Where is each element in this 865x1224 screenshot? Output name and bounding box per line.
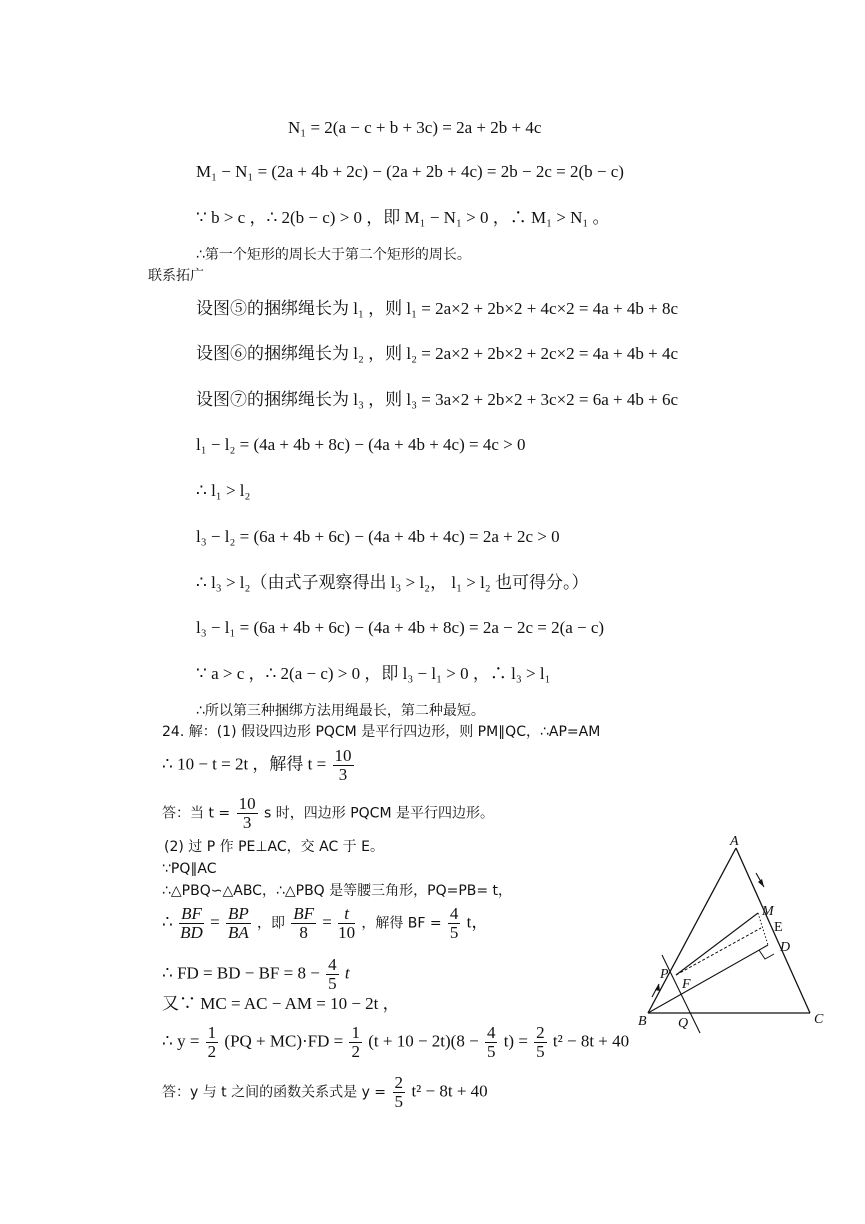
answer-part1-post: s 时，四边形 PQCM 是平行四边形。: [264, 805, 494, 822]
label-e: E: [774, 920, 783, 935]
section-title: 联系拓广: [148, 268, 204, 284]
diff-l3-l2: l₃ − l₂ = (6a + 4b + 6c) − (4a + 4b + 4c) = 2a + 2c > 0: [196, 527, 560, 546]
l3-definition: 设图⑦的捆绑绳长为 l₃ ，则 l₃ = 3a×2 + 2b×2 + 3c×2 = 6a + 4b + 6c: [196, 390, 679, 409]
result-l1-gt-l2: ∴ l₁ > l₂: [196, 481, 251, 500]
fraction-denominator: 2: [207, 1042, 217, 1061]
conclusion-perimeter: ∴第一个矩形的周长大于第二个矩形的周长。: [196, 247, 471, 263]
fd-pre: ∴ FD = BD − BF = 8 −: [162, 963, 320, 983]
fraction-numerator: BP: [227, 904, 249, 923]
diff-l3-l1: l₃ − l₁ = (6a + 4b + 6c) − (4a + 4b + 8c) = 2a − 2c = 2(a − c): [196, 618, 605, 637]
fraction-denominator: 5: [394, 1092, 403, 1111]
fraction-4-5-fd: [326, 956, 339, 993]
fraction-numerator: 4: [449, 904, 459, 923]
fraction-t-10: [338, 905, 355, 942]
similar-triangles: ∴△PBQ∽△ABC，∴△PBQ 是等腰三角形，PQ=PB= t，: [162, 883, 513, 899]
q24-equation: [162, 747, 356, 784]
side-ac: [736, 848, 810, 1013]
triangle-figure: [640, 835, 840, 1035]
fraction-bf-8: [291, 905, 316, 942]
l2-definition: 设图⑥的捆绑绳长为 l₂ ，则 l₂ = 2a×2 + 2b×2 + 2c×2 = 4a + 4b + 4c: [196, 344, 679, 363]
eq-because-b-gt-c: ∵ b > c ，∴ 2(b − c) > 0 ，即 M₁ − N₁ > 0 ，∴ M₁ > N₁ 。: [196, 208, 610, 227]
answer-part1: [162, 795, 494, 832]
fraction-denominator: 10: [338, 923, 356, 942]
because-a-gt-c: ∵ a > c ，∴ 2(a − c) > 0 ，即 l₃ − l₁ > 0 ，∴ l₃ > l₁: [196, 664, 551, 683]
fraction-denominator: 5: [536, 1042, 545, 1061]
label-a: A: [730, 834, 739, 849]
fraction-denominator: BA: [227, 923, 249, 942]
y-mid1: (PQ + MC)·FD =: [224, 1031, 344, 1051]
segment-pe-dashed: [676, 928, 761, 975]
fraction-10-3-answer: [237, 795, 258, 832]
result-l3-gt-l2: ∴ l₃ > l₂（由式子观察得出 l₃ > l₂， l₁ > l₂ 也可得分。）: [196, 573, 589, 592]
label-b: B: [638, 1014, 647, 1029]
ratio-mid: ，即: [256, 915, 285, 932]
fraction-4-5-y: [485, 1024, 498, 1061]
fd-line: [162, 956, 350, 993]
l1-definition: 设图⑤的捆绑绳长为 l₁ ，则 l₁ = 2a×2 + 2b×2 + 4c×2 = 4a + 4b + 8c: [196, 299, 679, 318]
ratio-eq: =: [210, 912, 220, 932]
fraction-numerator: t: [338, 905, 355, 924]
fd-post: t: [344, 963, 350, 983]
mc-line: 又∵ MC = AC − AM = 10 − 2t ，: [162, 994, 400, 1013]
q24-part2: (2) 过 P 作 PE⊥AC，交 AC 于 E。: [164, 839, 384, 855]
fraction-numerator: BF: [181, 904, 202, 923]
fraction-numerator: 10: [238, 794, 256, 813]
y-mid2: (t + 10 − 2t)(8 −: [368, 1031, 479, 1051]
right-angle-mark: [759, 950, 774, 959]
fraction-numerator: 2: [394, 1073, 403, 1092]
fraction-2-5-final: [393, 1074, 406, 1111]
eq-m1-minus-n1: M₁ − N₁ = (2a + 4b + 2c) − (2a + 2b + 4c) = 2b − 2c = 2(b − c): [196, 162, 624, 181]
q24-part1: 24. 解：(1) 假设四边形 PQCM 是平行四边形，则 PM∥QC，∴AP=AM: [162, 724, 601, 740]
segment-pm: [676, 913, 758, 975]
conclusion-rope: ∴所以第三种捆绑方法用绳最长，第二种最短。: [196, 703, 485, 719]
fraction-1-2: [206, 1024, 219, 1061]
final-answer: [162, 1074, 488, 1111]
label-m: M: [762, 904, 774, 919]
fraction-4-5: [448, 905, 461, 942]
fraction-1-2-b: [349, 1024, 362, 1061]
label-f: F: [682, 977, 691, 992]
fraction-numerator: 1: [351, 1023, 360, 1042]
fraction-denominator: 3: [242, 813, 252, 832]
label-d: D: [780, 940, 791, 955]
final-answer-pre: 答：y 与 t 之间的函数关系式是 y =: [162, 1084, 387, 1101]
y-pre: ∴ y =: [162, 1031, 200, 1051]
fraction-denominator: 5: [449, 923, 459, 942]
ratio-solve: ，解得 BF =: [361, 915, 442, 932]
fraction-numerator: 1: [207, 1023, 217, 1042]
fraction-denominator: 5: [328, 974, 337, 993]
label-p: P: [660, 967, 669, 982]
fraction-denominator: 3: [338, 765, 348, 784]
fraction-numerator: 2: [536, 1023, 545, 1042]
fraction-bp-ba: [226, 905, 251, 942]
eq-n1: N₁ = 2(a − c + b + 3c) = 2a + 2b + 4c: [288, 118, 542, 137]
fraction-2-5-y: [534, 1024, 547, 1061]
y-line: [162, 1024, 629, 1061]
fraction-denominator: 5: [486, 1042, 496, 1061]
y-tail: t² − 8t + 40: [552, 1031, 630, 1051]
arrow-bp-head: [655, 984, 660, 991]
diff-l1-l2: l₁ − l₂ = (4a + 4b + 8c) − (4a + 4b + 4c) = 4c > 0: [196, 435, 526, 454]
fraction-denominator: 8: [299, 923, 308, 942]
ratio-eq-2: =: [322, 912, 332, 932]
fraction-numerator: BF: [293, 904, 315, 923]
y-mid3: t) =: [503, 1031, 528, 1051]
answer-part1-pre: 答：当 t =: [162, 805, 231, 822]
arrow-ma-head: [758, 879, 764, 887]
q24-equation-left: ∴ 10 − t = 2t ，解得 t =: [162, 754, 327, 774]
fraction-bf-bd: [179, 905, 204, 942]
fraction-numerator: 4: [486, 1023, 496, 1042]
fraction-10-3: [333, 747, 354, 784]
ratio-line: [162, 905, 488, 942]
ratio-post: t，: [466, 912, 489, 932]
fraction-denominator: BD: [180, 923, 203, 942]
fraction-numerator: 10: [334, 746, 352, 765]
fraction-numerator: 4: [328, 955, 337, 974]
label-q: Q: [678, 1016, 689, 1031]
label-c: C: [814, 1012, 824, 1027]
ratio-pre: ∴: [162, 912, 173, 932]
final-answer-post: t² − 8t + 40: [411, 1081, 488, 1101]
fraction-denominator: 2: [351, 1042, 360, 1061]
pq-parallel-ac: ∵PQ∥AC: [162, 861, 217, 877]
